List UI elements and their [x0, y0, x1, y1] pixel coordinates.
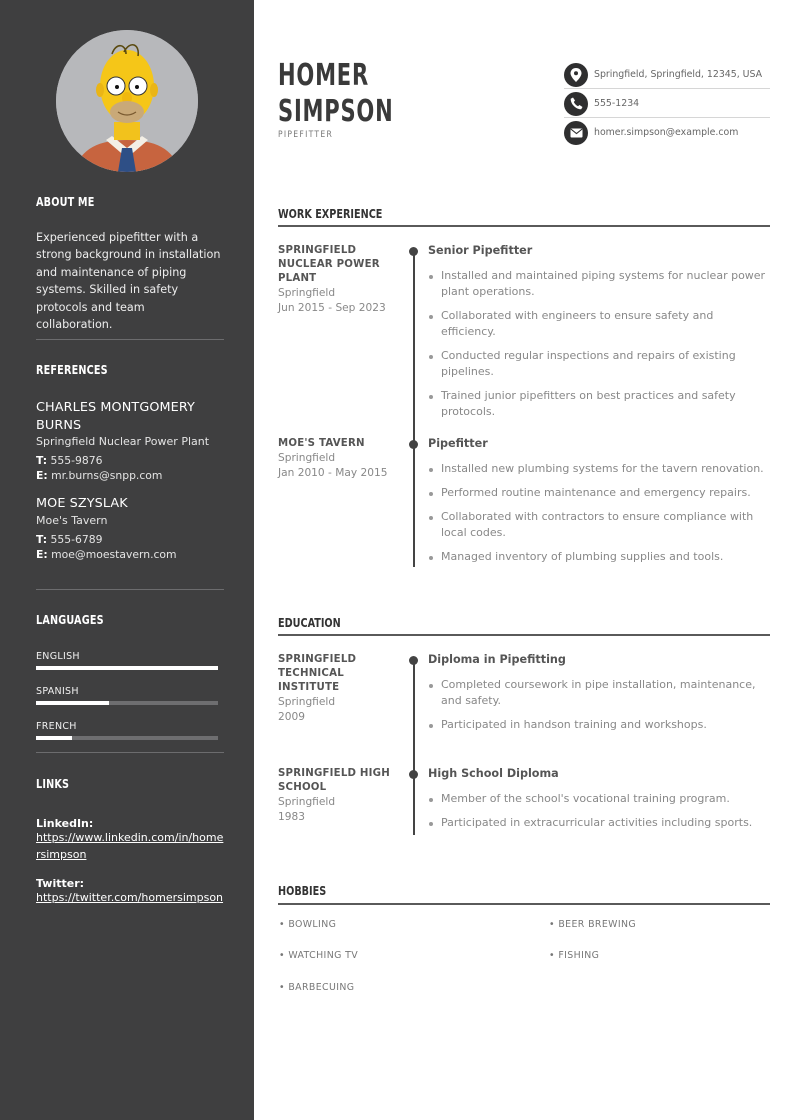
link-item-twitter	[36, 877, 224, 907]
reference-email-value: mr.burns@snpp.com	[51, 469, 163, 483]
reference-item	[36, 495, 224, 562]
language-item	[36, 686, 224, 705]
reference-email	[36, 468, 224, 483]
section-rule	[278, 634, 770, 636]
first-name: HOMER	[278, 58, 369, 93]
experience-dates: Jan 2010 - May 2015	[278, 467, 388, 479]
education-bullets	[428, 677, 770, 733]
bullet-item: Collaborated with contractors to ensure compliance with local codes.	[428, 509, 770, 541]
timeline-dot	[409, 440, 418, 449]
bullet-item: Completed coursework in pipe installation, maintenance, and safety.	[428, 677, 770, 709]
links-heading: LINKS	[36, 776, 70, 791]
language-level-fill	[36, 666, 218, 670]
experience-details	[428, 436, 770, 573]
contact-address-text: Springfield, Springfield, 12345, USA	[594, 69, 763, 80]
timeline-dot	[409, 656, 418, 665]
education-degree: High School Diploma	[428, 767, 559, 780]
name-block	[278, 58, 426, 140]
language-name: FRENCH	[36, 721, 77, 732]
map-pin-icon	[564, 63, 588, 87]
experience-location: Springfield	[278, 452, 336, 464]
experience-dates: Jun 2015 - Sep 2023	[278, 302, 386, 314]
experience-role: Pipefitter	[428, 437, 488, 450]
reference-company: Moe's Tavern	[36, 513, 108, 527]
bullet-item: Participated in handson training and workshops.	[428, 717, 770, 733]
experience-location: Springfield	[278, 287, 336, 299]
last-name: SIMPSON	[278, 94, 394, 129]
links-section	[36, 776, 224, 907]
sidebar-divider	[36, 752, 224, 753]
reference-phone-label: T:	[36, 532, 48, 546]
hobbies-heading: HOBBIES	[278, 883, 327, 898]
contact-email	[564, 118, 770, 147]
hobby-item: • BOWLING	[279, 919, 337, 930]
reference-name: CHARLES MONTGOMERY BURNS	[36, 400, 195, 433]
bullet-item: Managed inventory of plumbing supplies and tools.	[428, 549, 770, 565]
section-rule	[278, 225, 770, 227]
about-text: Experienced pipefitter with a strong background in installation and maintenance of piping systems. Skilled in safety protocols and team collaboration.	[36, 231, 221, 332]
language-level-bar	[36, 701, 218, 705]
reference-phone-value: 555-9876	[50, 454, 103, 468]
education-degree: Diploma in Pipefitting	[428, 653, 566, 666]
phone-icon	[564, 92, 588, 116]
reference-phone	[36, 453, 224, 468]
language-level-fill	[36, 736, 72, 740]
education-meta	[278, 767, 396, 825]
education-dates: 2009	[278, 711, 305, 723]
hobby-item: • BARBECUING	[279, 982, 355, 993]
education-location: Springfield	[278, 696, 336, 708]
hobby-item: • WATCHING TV	[279, 950, 359, 961]
bullet-item: Installed new plumbing systems for the tavern renovation.	[428, 461, 770, 477]
experience-meta	[278, 244, 396, 316]
sidebar	[0, 0, 254, 1120]
education-details	[428, 766, 770, 839]
link-item-linkedin	[36, 817, 224, 863]
education-details	[428, 652, 770, 741]
hobby-label: BEER BREWING	[558, 919, 637, 930]
timeline-line	[413, 250, 415, 567]
work-experience-heading: WORK EXPERIENCE	[278, 206, 383, 221]
avatar	[56, 30, 198, 172]
experience-meta	[278, 437, 396, 481]
language-item	[36, 721, 224, 740]
about-section	[36, 194, 224, 333]
experience-org: SPRINGFIELD NUCLEAR POWER PLANT	[278, 245, 380, 284]
contact-address	[564, 60, 770, 89]
reference-phone-value: 555-6789	[50, 532, 103, 546]
hobby-item: • BEER BREWING	[549, 919, 637, 930]
link-label: Twitter:	[36, 877, 85, 890]
section-rule	[278, 903, 770, 905]
experience-bullets	[428, 268, 770, 420]
experience-details	[428, 243, 770, 428]
bullet-item: Member of the school's vocational training program.	[428, 791, 770, 807]
references-section	[36, 362, 224, 562]
education-dates: 1983	[278, 811, 305, 823]
reference-email-value: moe@moestavern.com	[51, 547, 177, 561]
hobby-label: BARBECUING	[288, 982, 355, 993]
language-level-fill	[36, 701, 109, 705]
languages-section	[36, 612, 224, 740]
language-item	[36, 651, 224, 670]
reference-email	[36, 547, 224, 562]
hobby-label: WATCHING TV	[288, 950, 359, 961]
language-level-bar	[36, 736, 218, 740]
contact-phone	[564, 89, 770, 118]
language-name: ENGLISH	[36, 651, 80, 662]
contact-email-text: homer.simpson@example.com	[594, 127, 739, 138]
timeline-dot	[409, 770, 418, 779]
reference-item	[36, 399, 224, 483]
about-heading: ABOUT ME	[36, 194, 95, 209]
bullet-item: Performed routine maintenance and emergency repairs.	[428, 485, 770, 501]
sidebar-divider	[36, 339, 224, 340]
experience-org: MOE'S TAVERN	[278, 438, 365, 449]
reference-phone	[36, 532, 224, 547]
timeline-line	[413, 659, 415, 835]
twitter-link[interactable]: https://twitter.com/homersimpson	[36, 891, 224, 904]
bullet-item: Installed and maintained piping systems for nuclear power plant operations.	[428, 268, 770, 300]
contact-phone-text: 555-1234	[594, 98, 640, 109]
bullet-item: Conducted regular inspections and repairs of existing pipelines.	[428, 348, 770, 380]
hobby-label: FISHING	[558, 950, 600, 961]
envelope-icon	[564, 121, 588, 145]
reference-company: Springfield Nuclear Power Plant	[36, 435, 210, 449]
education-location: Springfield	[278, 796, 336, 808]
reference-email-label: E:	[36, 547, 48, 561]
hobby-label: BOWLING	[288, 919, 337, 930]
education-bullets	[428, 791, 770, 831]
experience-bullets	[428, 461, 770, 565]
hobby-item: • FISHING	[549, 950, 600, 961]
language-name: SPANISH	[36, 686, 79, 697]
language-level-bar	[36, 666, 218, 670]
education-heading: EDUCATION	[278, 615, 341, 630]
job-title: PIPEFITTER	[278, 130, 334, 140]
link-label: LinkedIn:	[36, 817, 94, 830]
avatar-portrait-icon	[56, 30, 198, 172]
timeline-dot	[409, 247, 418, 256]
bullet-item: Trained junior pipefitters on best practices and safety protocols.	[428, 388, 770, 420]
reference-phone-label: T:	[36, 454, 48, 468]
education-meta	[278, 653, 396, 725]
education-org: SPRINGFIELD HIGH SCHOOL	[278, 768, 390, 793]
education-org: SPRINGFIELD TECHNICAL INSTITUTE	[278, 654, 357, 693]
sidebar-divider	[36, 589, 224, 590]
experience-role: Senior Pipefitter	[428, 244, 533, 257]
bullet-item: Participated in extracurricular activities including sports.	[428, 815, 770, 831]
languages-heading: LANGUAGES	[36, 612, 104, 627]
reference-name: MOE SZYSLAK	[36, 496, 128, 512]
bullet-item: Collaborated with engineers to ensure safety and efficiency.	[428, 308, 770, 340]
linkedin-link[interactable]: https://www.linkedin.com/in/homersimpson	[36, 831, 224, 861]
references-heading: REFERENCES	[36, 362, 108, 377]
reference-email-label: E:	[36, 469, 48, 483]
